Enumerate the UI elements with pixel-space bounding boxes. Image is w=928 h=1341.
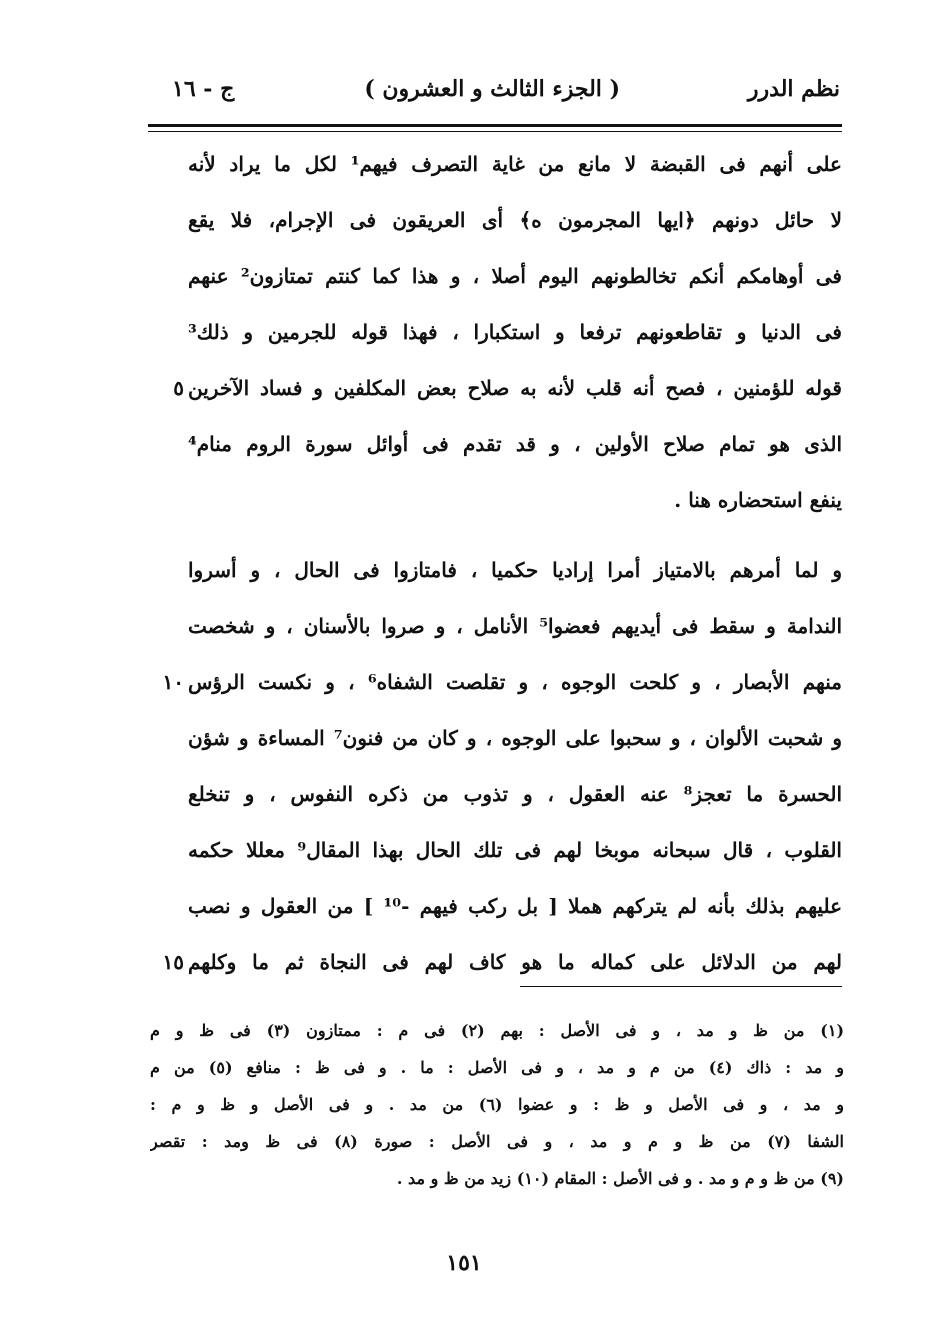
text-line: الندامة و سقط فى أيديهم فعضوا⁵ الأنامل ، و صروا بالأسنان ، و شخصت bbox=[188, 614, 842, 638]
line-number: ٥ bbox=[173, 376, 184, 400]
text-line: منهم الأبصار ، و كلحت الوجوه ، و تقلصت الشفاه⁶ ، و نكست الرؤس ١٠ bbox=[150, 654, 844, 710]
text-line: قوله للؤمنين ، فصح أنه قلب لأنه به صلاح بعض المكلفين و فساد الآخرين ٥ bbox=[150, 360, 844, 416]
text-line: فى أوهامكم أنكم تخالطونهم اليوم أصلا ، و هذا كما كنتم تمتازون² عنهم bbox=[188, 264, 842, 288]
footnote-line: و مد ، و فى الأصل و ظ : و عضوا (٦) من مد . و فى الأصل و ظ و م : bbox=[150, 1095, 844, 1114]
volume-label: ج - ١٦ bbox=[172, 76, 235, 102]
footnote-rule bbox=[520, 986, 842, 987]
main-text bbox=[150, 136, 844, 990]
text-line: ينفع استحضاره هنا . bbox=[674, 488, 842, 512]
book-title: نظم الدرر bbox=[747, 76, 840, 102]
text-line: و لما أمرهم بالامتياز أمرا إراديا حكميا ، فامتازوا فى الحال ، و أسروا bbox=[188, 558, 843, 582]
text-line: الحسرة ما تعجز⁸ عنه العقول ، و تذوب من ذكره النفوس ، و تنخلع bbox=[188, 782, 842, 806]
page-number: ١٥١ bbox=[446, 1250, 482, 1276]
line-number: ١٠ bbox=[162, 670, 184, 694]
footnote-line: الشفا (٧) من ظ و م و مد ، و فى الأصل : صورة (٨) فى ظ ومد : تقصر bbox=[150, 1132, 844, 1151]
part-title: ( الجزء الثالث و العشرون ) bbox=[364, 76, 620, 102]
text-line: على أنهم فى القبضة لا مانع من غاية التصرف فيهم¹ لكل ما يراد لأنه bbox=[188, 152, 842, 176]
line-number: ١٥ bbox=[162, 950, 184, 974]
running-header bbox=[150, 70, 840, 120]
footnotes bbox=[150, 1012, 844, 1197]
footnote-line: (٩) من ظ و م و مد . و فى الأصل : المقام (١٠) زيد من ظ و مد . bbox=[396, 1169, 844, 1188]
text-line: القلوب ، قال سبحانه موبخا لهم فى تلك الحال بهذا المقال⁹ معللا حكمه bbox=[188, 838, 842, 862]
text-line: لهم من الدلائل على كماله ما هو كاف لهم فى النجاة ثم ما وكلهم ١٥ bbox=[150, 934, 844, 990]
footnote-line: و مد : ذاك (٤) من م و مد ، و فى الأصل : ما . و فى ظ : منافع (٥) من م bbox=[150, 1058, 844, 1077]
text-line: فى الدنيا و تقاطعونهم ترفعا و استكبارا ، فهذا قوله للجرمين و ذلك³ bbox=[188, 320, 842, 344]
header-rule-thin bbox=[148, 131, 842, 132]
header-rule bbox=[148, 124, 842, 127]
text-line: الذى هو تمام صلاح الأولين ، و قد تقدم فى أوائل سورة الروم منام⁴ bbox=[188, 432, 842, 456]
footnote-line: (١) من ظ و مد ، و فى الأصل : بهم (٢) فى م : ممتازون (٣) فى ظ و م bbox=[150, 1021, 844, 1040]
text-line: لا حائل دونهم ﴿ايها المجرمون ه﴾ أى العريقون فى الإجرام، فلا يقع bbox=[188, 208, 842, 232]
text-line: و شحبت الألوان ، و سحبوا على الوجوه ، و كان من فنون⁷ المساءة و شؤن bbox=[188, 726, 842, 750]
text-line: عليهم بذلك بأنه لم يتركهم هملا [ بل ركب فيهم -¹⁰ ] من العقول و نصب bbox=[188, 894, 843, 918]
